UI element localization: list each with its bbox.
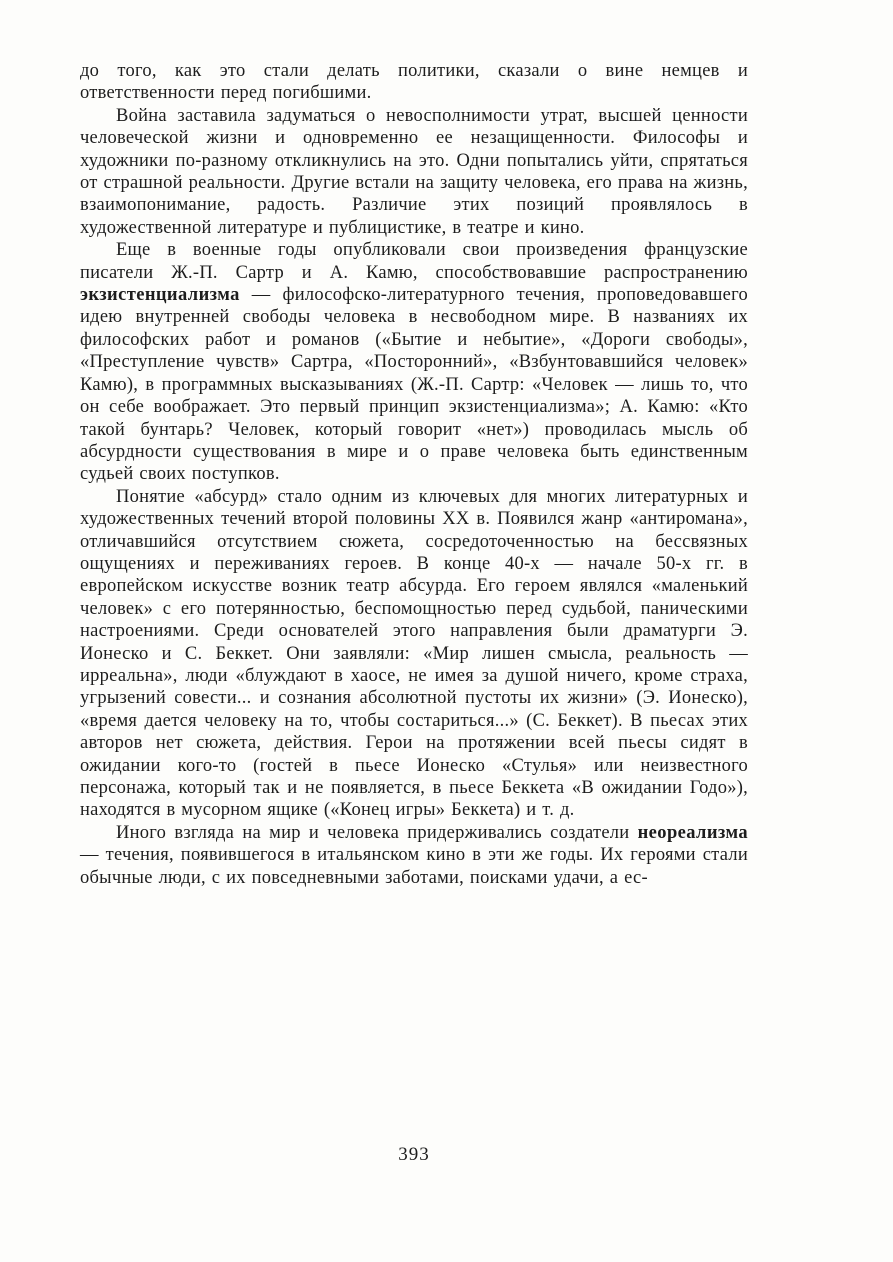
text-segment: до того, как это стали делать политики, сказали о вине немцев и ответственности перед погибшими. (80, 61, 748, 104)
page-number: 393 (398, 1144, 430, 1165)
page-text (80, 60, 748, 889)
paragraph (80, 60, 748, 105)
text-segment: Понятие «абсурд» стало одним из ключевых для многих литературных и художественных течений второй половины XX в. Появился жанр «антиромана», отличавшийся отсутствием сюжета, сосредоточенностью на бессвязных ощущениях и переживаниях героев. В конце 40-х — начале 50-х гг. в европейском искусстве возник театр абсурда. Его героем являлся «маленький человек» с его потерянностью, беспомощностью перед судьбой, паническими настроениями. Среди основателей этого направления были драматурги Э. Ионеско и С. Беккет. Они заявляли: «Мир лишен смысла, реальность — ирреальна», люди «блуждают в хаосе, не имея за душой ничего, кроме страха, угрызений совести... и сознания абсолютной пустоты их жизни» (Э. Ионеско), «время дается человеку на то, чтобы состариться...» (С. Беккет). В пьесах этих авторов нет сюжета, действия. Герои на протяжении всей пьесы сидят в ожидании кого-то (гостей в пьесе Ионеско «Стулья» или неизвестного персонажа, который так и не появляется, в пьесе Беккета «В ожидании Годо»), находятся в мусорном ящике («Конец игры» Беккета) и т. д. (80, 486, 748, 821)
text-segment: Еще в военные годы опубликовали свои произведения французские писатели Ж.-П. Сартр и А. Камю, способствовавшие распространению (80, 240, 748, 283)
key-term: экзистенциализма (80, 285, 240, 306)
paragraph (80, 239, 748, 485)
key-term: неореализма (637, 822, 748, 843)
paragraph (80, 105, 748, 239)
paragraph (80, 822, 748, 889)
text-segment: — течения, появившегося в итальянском кино в эти же годы. Их героями стали обычные люди, с их повседневными заботами, поисками удачи, а ес- (80, 845, 748, 888)
paragraph (80, 486, 748, 822)
text-segment: Иного взгляда на мир и человека придерживались создатели (116, 822, 638, 843)
text-segment: — философско-литературного течения, проповедовавшего идею внутренней свободы человека в несвободном мире. В названиях их философских работ и романов («Бытие и небытие», «Дороги свободы», «Преступление чувств» Сартра, «Посторонний», «Взбунтовавшийся человек» Камю), в программных высказываниях (Ж.-П. Сартр: «Человек — лишь то, что он себе воображает. Это первый принцип экзистенциализма»; А. Камю: «Кто такой бунтарь? Человек, который говорит «нет») проводилась мысль об абсурдности существования в мире и о праве человека быть единственным судьей своих поступков. (80, 285, 748, 485)
text-segment: Война заставила задуматься о невосполнимости утрат, высшей ценности человеческой жизни и одновременно ее незащищенности. Философы и художники по-разному откликнулись на это. Одни попытались уйти, спрятаться от страшной реальности. Другие встали на защиту человека, его права на жизнь, взаимопонимание, радость. Различие этих позиций проявлялось в художественной литературе и публицистике, в театре и кино. (80, 105, 748, 238)
